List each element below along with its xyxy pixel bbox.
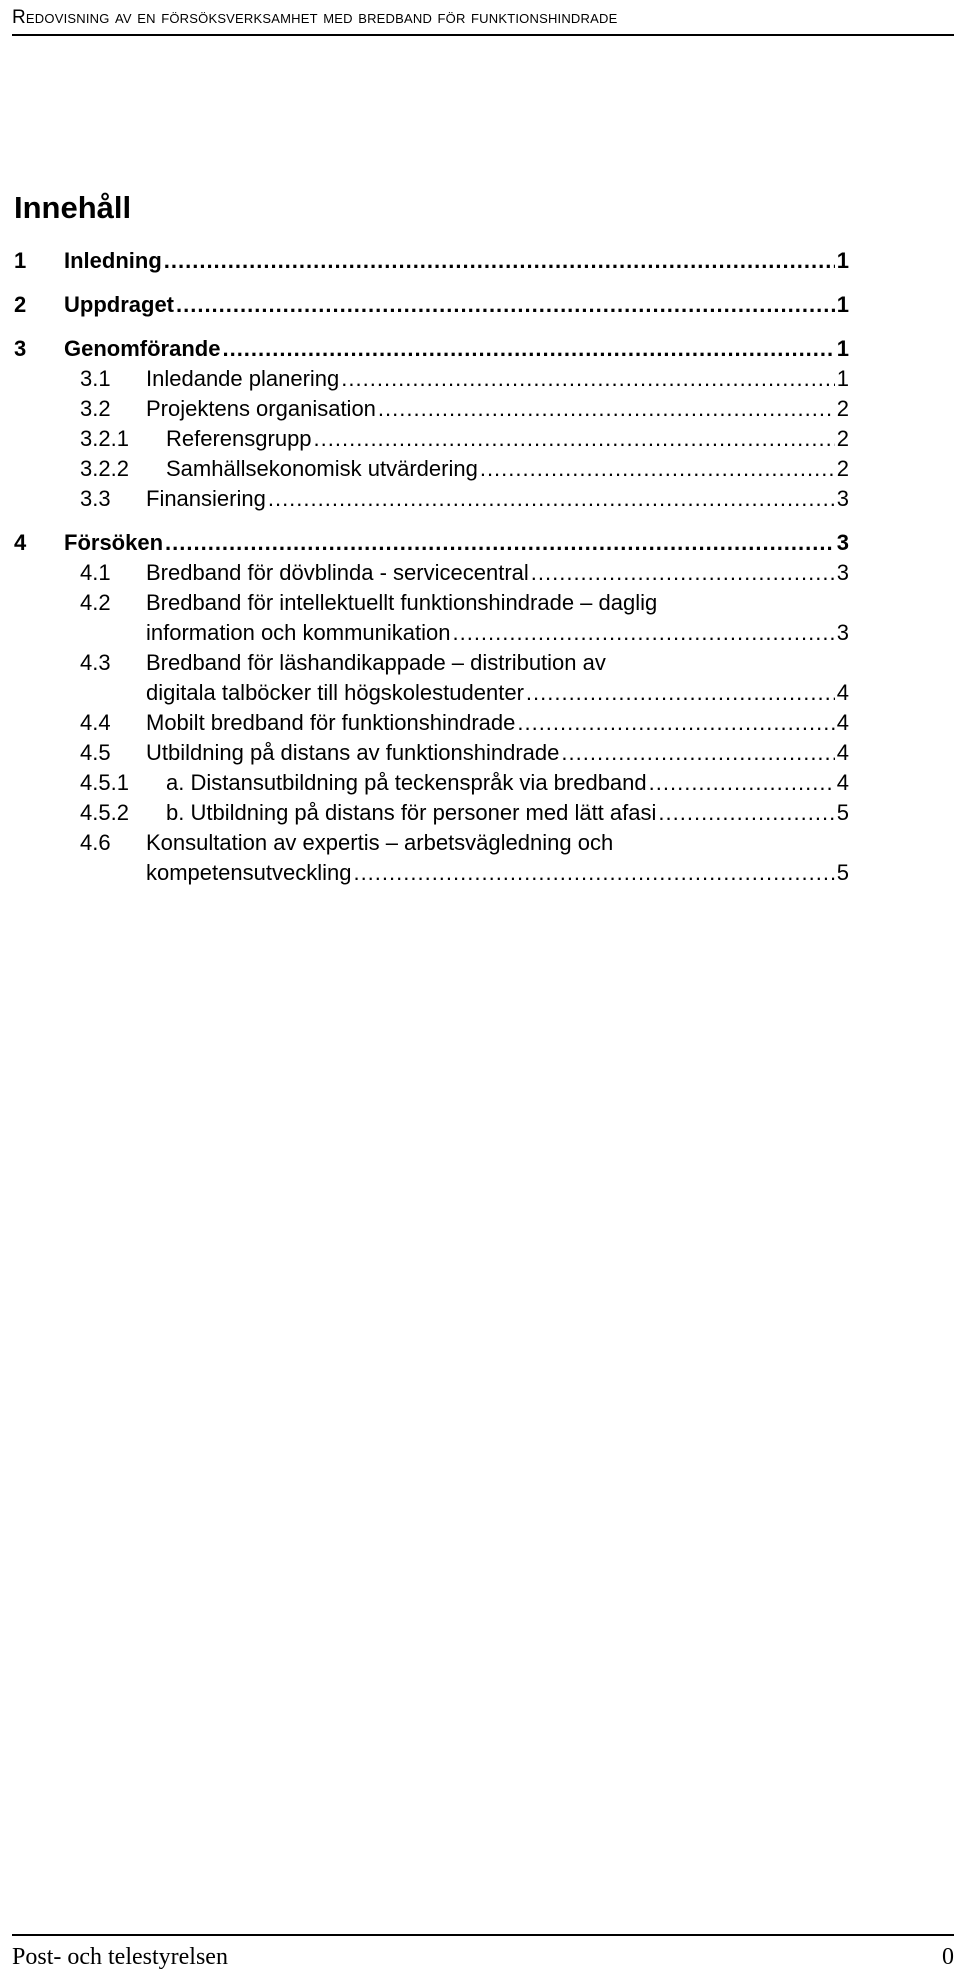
toc-entry-title-continued: information och kommunikation — [146, 620, 451, 645]
toc-heading: Innehåll — [14, 190, 132, 225]
toc-entry-title: Bredband för intellektuellt funktionshindrade – daglig — [146, 590, 658, 615]
toc-entry-title: Inledande planering — [146, 366, 340, 391]
toc-entry-number: 4.5.1 — [80, 770, 129, 795]
toc-entry-number: 4 — [14, 530, 27, 555]
toc-entry-title-continued: digitala talböcker till högskolestudenter — [146, 680, 524, 705]
toc-entry-page: 2 — [836, 426, 849, 451]
toc-leader-dots — [517, 708, 834, 738]
toc-leader-dots — [353, 858, 834, 888]
publisher-name: Post- och telestyrelsen — [12, 1944, 228, 1970]
toc-entry-number: 4.6 — [80, 830, 111, 855]
toc-entry-title: Genomförande — [64, 336, 221, 361]
toc-entry[interactable] — [14, 738, 849, 768]
toc-entry-number: 4.1 — [80, 560, 111, 585]
toc-leader-dots — [165, 528, 835, 558]
toc-entry-title: a. Distansutbildning på teckenspråk via bredband — [166, 770, 647, 795]
toc-leader-dots — [480, 454, 835, 484]
toc-entry-number: 3.2.2 — [80, 456, 129, 481]
toc-entry[interactable] — [14, 454, 849, 484]
toc-entry[interactable] — [14, 484, 849, 514]
toc-entry[interactable] — [14, 394, 849, 424]
toc-leader-dots — [561, 738, 834, 768]
document-title: Redovisning av en försöksverksamhet med bredband för funktionshindrade — [12, 7, 618, 28]
toc-entry-page: 4 — [836, 770, 849, 795]
toc-entry-number: 3.2.1 — [80, 426, 129, 451]
toc-entry-number: 4.3 — [80, 650, 111, 675]
toc-entry-page: 1 — [836, 366, 849, 391]
toc-entry-page: 5 — [836, 860, 849, 885]
toc-entry[interactable] — [14, 364, 849, 394]
toc-entry[interactable] — [14, 648, 849, 708]
toc-entry-title: Samhällsekonomisk utvärdering — [166, 456, 478, 481]
toc-entry-title: Projektens organisation — [146, 396, 376, 421]
toc-entry-page: 1 — [836, 292, 849, 317]
toc-leader-dots — [531, 558, 835, 588]
toc-entry[interactable] — [14, 768, 849, 798]
toc-entry[interactable] — [14, 334, 849, 364]
toc-entry-title: Mobilt bredband för funktionshindrade — [146, 710, 516, 735]
toc-entry-page: 4 — [836, 680, 849, 705]
toc-entry-title: Försöken — [64, 530, 164, 555]
toc-entry-title: Finansiering — [146, 486, 266, 511]
toc-entry[interactable] — [14, 828, 849, 888]
toc-entry[interactable] — [14, 708, 849, 738]
toc-entry-number: 3 — [14, 336, 27, 361]
toc-entry-number: 3.3 — [80, 486, 111, 511]
toc-entry-title: Bredband för dövblinda - servicecentral — [146, 560, 529, 585]
toc-leader-dots — [176, 290, 835, 320]
toc-leader-dots — [526, 678, 835, 708]
toc-leader-dots — [341, 364, 834, 394]
page-number: 0 — [942, 1944, 954, 1970]
toc-leader-dots — [314, 424, 835, 454]
toc-leader-dots — [378, 394, 835, 424]
toc-entry[interactable] — [14, 246, 849, 276]
toc-entry-page: 4 — [836, 710, 849, 735]
toc-entry-number: 2 — [14, 292, 27, 317]
toc-entry-page: 1 — [836, 248, 849, 273]
toc-entry-page: 1 — [836, 336, 849, 361]
toc-entry-title: Bredband för läshandikappade – distribution av — [146, 650, 606, 675]
toc-entry-number: 4.5.2 — [80, 800, 129, 825]
toc-entry-page: 4 — [836, 740, 849, 765]
toc-entry-number: 3.2 — [80, 396, 111, 421]
toc-entry-number: 1 — [14, 248, 27, 273]
toc-entry-number: 4.4 — [80, 710, 111, 735]
toc-entry-page: 2 — [836, 396, 849, 421]
toc-entry-number: 4.5 — [80, 740, 111, 765]
toc-entry-page: 3 — [836, 620, 849, 645]
toc-entry-number: 4.2 — [80, 590, 111, 615]
toc-entry-title: Inledning — [64, 248, 162, 273]
toc-entry-title: Uppdraget — [64, 292, 174, 317]
toc-leader-dots — [452, 618, 834, 648]
toc-leader-dots — [649, 768, 835, 798]
toc-entry[interactable] — [14, 528, 849, 558]
toc-entry-page: 3 — [836, 530, 849, 555]
toc-entry-title: Referensgrupp — [166, 426, 312, 451]
page-header — [12, 6, 954, 36]
toc-entry-page: 2 — [836, 456, 849, 481]
toc-leader-dots — [222, 334, 834, 364]
toc-entry-number: 3.1 — [80, 366, 111, 391]
toc-entry[interactable] — [14, 798, 849, 828]
toc-entry[interactable] — [14, 588, 849, 648]
toc-entry-page: 3 — [836, 560, 849, 585]
page-footer — [12, 1934, 954, 1971]
toc-entry-title-continued: kompetensutveckling — [146, 860, 352, 885]
toc-entry-page: 3 — [836, 486, 849, 511]
toc-entry-title: Utbildning på distans av funktionshindrade — [146, 740, 560, 765]
toc-entry[interactable] — [14, 558, 849, 588]
toc-entry[interactable] — [14, 290, 849, 320]
toc-entry-title: b. Utbildning på distans för personer med lätt afasi — [166, 800, 657, 825]
toc-entry-page: 5 — [836, 800, 849, 825]
toc-leader-dots — [658, 798, 834, 828]
toc-leader-dots — [164, 246, 835, 276]
toc-entry-title: Konsultation av expertis – arbetsvägledning och — [146, 830, 614, 855]
toc-entry[interactable] — [14, 424, 849, 454]
toc-leader-dots — [268, 484, 835, 514]
